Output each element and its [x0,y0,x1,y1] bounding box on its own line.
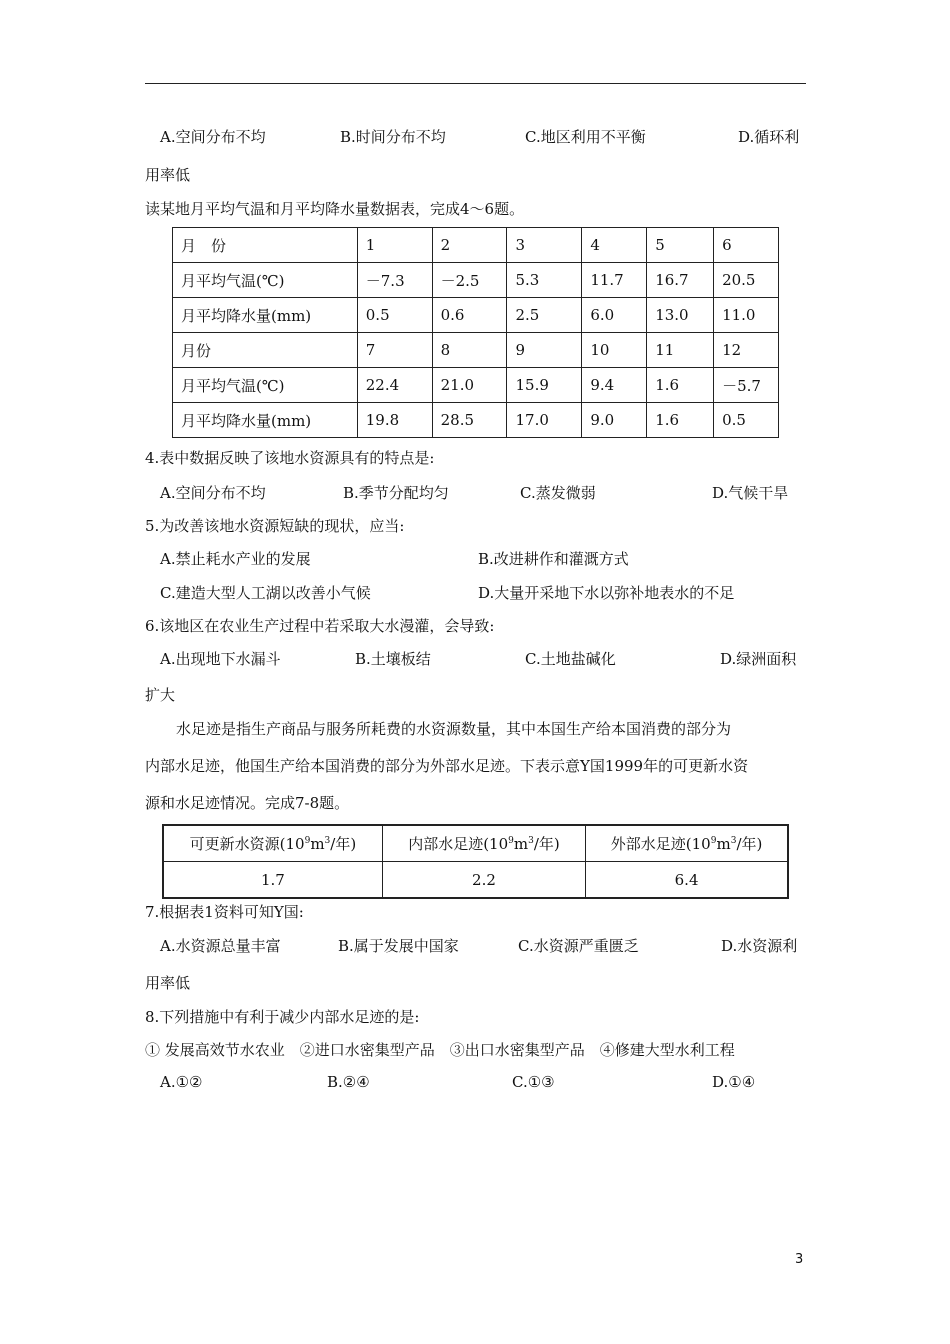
table-cell: 28.5 [432,403,507,438]
table-cell: 12 [714,333,779,368]
passage-line-2: 内部水足迹，他国生产给本国消费的部分为外部水足迹。下表示意Y国1999年的可更新水资 [145,757,749,775]
q4-option-c: C.蒸发微弱 [520,484,596,502]
water-footprint-table [162,824,789,899]
table-cell: 1.6 [647,403,714,438]
table-cell: 8 [432,333,507,368]
table-cell: 5 [647,228,714,263]
table-cell: 9.0 [582,403,647,438]
table-row [173,368,779,403]
q7-option-d: D.水资源利 [721,937,798,955]
table-cell: 11 [647,333,714,368]
q5-option-d: D.大量开采地下水以弥补地表水的不足 [478,584,735,602]
table-cell: 6.4 [586,862,788,899]
q6-option-d-continued: 扩大 [145,686,176,704]
q6-option-c: C.土地盐碱化 [525,650,616,668]
table-header-row [163,825,788,862]
q7-stem: 7.根据表1资料可知Y国: [145,903,304,921]
table-cell: 19.8 [357,403,432,438]
table-cell: 月平均气温(℃) [173,263,358,298]
q3-option-d: D.循环利 [738,128,800,146]
table-cell: 4 [582,228,647,263]
q7-option-b: B.属于发展中国家 [338,937,459,955]
table-row [173,403,779,438]
q6-option-a: A.出现地下水漏斗 [160,650,281,668]
table-row [173,228,779,263]
passage-line-3: 源和水足迹情况。完成7-8题。 [145,794,350,812]
q8-option-c: C.①③ [512,1073,555,1091]
table-cell: 9 [507,333,582,368]
q5-stem: 5.为改善该地水资源短缺的现状，应当: [145,517,405,535]
q8-option-d: D.①④ [712,1073,756,1091]
table-cell: －5.7 [714,368,779,403]
intro-4-6: 读某地月平均气温和月平均降水量数据表，完成4～6题。 [145,200,525,218]
header-rule [145,83,806,84]
table-cell: 11.7 [582,263,647,298]
table-cell: 20.5 [714,263,779,298]
table-cell: 0.6 [432,298,507,333]
table-cell: 1.7 [163,862,382,899]
table-cell: 7 [357,333,432,368]
q8-stem: 8.下列措施中有利于减少内部水足迹的是: [145,1008,420,1026]
q4-option-b: B.季节分配均匀 [343,484,449,502]
table-cell: 5.3 [507,263,582,298]
q7-option-a: A.水资源总量丰富 [160,937,281,955]
table-cell: 13.0 [647,298,714,333]
q8-items: ① 发展高效节水农业 ②进口水密集型产品 ③出口水密集型产品 ④修建大型水利工程 [145,1041,735,1059]
page-number: 3 [795,1252,804,1267]
q3-option-b: B.时间分布不均 [340,128,446,146]
table-cell: 21.0 [432,368,507,403]
climate-table [172,227,779,438]
table-cell: 2.2 [382,862,585,899]
table-cell: 15.9 [507,368,582,403]
table-cell: 月平均降水量(mm) [173,298,358,333]
table-cell: 6.0 [582,298,647,333]
table-cell: 0.5 [714,403,779,438]
table-cell: 17.0 [507,403,582,438]
passage-line-1: 水足迹是指生产商品与服务所耗费的水资源数量，其中本国生产给本国消费的部分为 [176,720,732,738]
table-cell: 22.4 [357,368,432,403]
table-header-cell: 内部水足迹($10^9m^3/$年) [382,825,585,862]
q6-option-d: D.绿洲面积 [720,650,797,668]
table-cell: 月平均降水量(mm) [173,403,358,438]
q5-option-c: C.建造大型人工湖以改善小气候 [160,584,371,602]
table-cell: 月平均气温(℃) [173,368,358,403]
table-cell: 1.6 [647,368,714,403]
table-cell: 9.4 [582,368,647,403]
q3-option-d-continued: 用率低 [145,166,191,184]
table-header-cell: 可更新水资源($10^9m^3/$年) [163,825,382,862]
table-cell: 月份 [173,333,358,368]
q4-stem: 4.表中数据反映了该地水资源具有的特点是: [145,449,435,467]
q7-option-d-continued: 用率低 [145,974,191,992]
table-cell: 月 份 [173,228,358,263]
table-cell: 3 [507,228,582,263]
table-cell: 16.7 [647,263,714,298]
table-cell: 10 [582,333,647,368]
table-row [173,298,779,333]
table-cell: －2.5 [432,263,507,298]
q3-option-c: C.地区利用不平衡 [525,128,646,146]
table-row [163,862,788,899]
table-cell: 6 [714,228,779,263]
table-cell: －7.3 [357,263,432,298]
q4-option-d: D.气候干旱 [712,484,789,502]
table-header-cell: 外部水足迹($10^9m^3/$年) [586,825,788,862]
table-row [173,333,779,368]
q6-option-b: B.土壤板结 [355,650,431,668]
q8-option-b: B.②④ [327,1073,370,1091]
q3-option-a: A.空间分布不均 [160,128,266,146]
table-cell: 0.5 [357,298,432,333]
q4-option-a: A.空间分布不均 [160,484,266,502]
table-cell: 2.5 [507,298,582,333]
table-row [173,263,779,298]
q8-option-a: A.①② [160,1073,203,1091]
q5-option-b: B.改进耕作和灌溉方式 [478,550,629,568]
table-cell: 11.0 [714,298,779,333]
q7-option-c: C.水资源严重匮乏 [518,937,639,955]
q6-stem: 6.该地区在农业生产过程中若采取大水漫灌，会导致: [145,617,495,635]
table-cell: 1 [357,228,432,263]
table-cell: 2 [432,228,507,263]
q5-option-a: A.禁止耗水产业的发展 [160,550,311,568]
